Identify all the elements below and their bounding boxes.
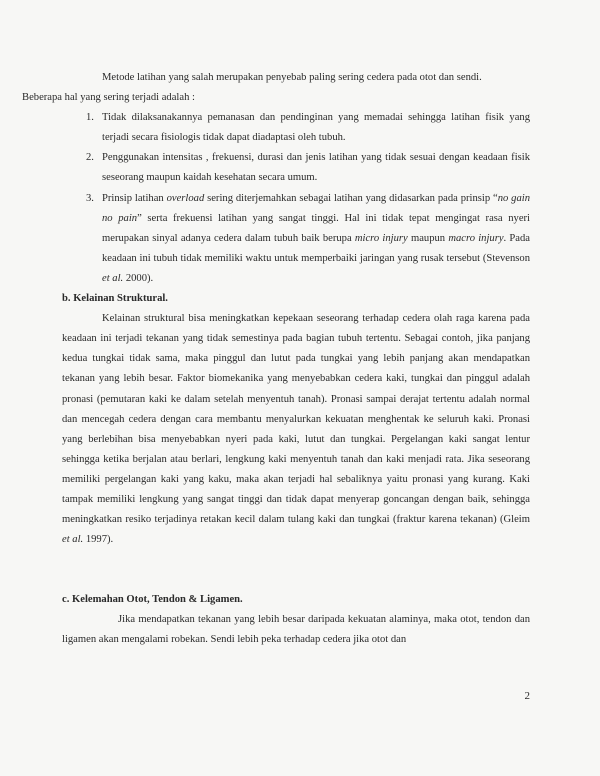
- text-run: 2000).: [123, 272, 154, 284]
- causes-list: [62, 108, 530, 289]
- section-c-paragraph: Jika mendapatkan tekanan yang lebih besar daripada kekuatan alaminya, maka otot, tendon dan ligamen akan mengalami robekan. Sendi lebih peka terhadap cedera jika otot dan: [62, 614, 530, 646]
- list-item: [86, 108, 530, 148]
- text-run: Prinsip latihan: [102, 192, 167, 204]
- list-item: [86, 148, 530, 188]
- intro-line-1: Metode latihan yang salah merupakan penyebab paling sering cedera pada otot dan sendi.: [102, 72, 482, 83]
- list-number: 2.: [86, 152, 94, 164]
- section-b-heading: b. Kelainan Struktural.: [62, 293, 168, 305]
- text-run: . Pada keadaan ini tubuh tidak memiliki waktu untuk memperbaiki jaringan yang rusak tersebut (Stevenson: [102, 232, 530, 264]
- document-body: [22, 68, 531, 651]
- text-run: maupun: [407, 232, 449, 244]
- list-number: 1.: [86, 112, 94, 124]
- italic-term: overload: [166, 192, 205, 204]
- text-run: ” serta frekuensi latihan yang sangat tinggi. Hal ini tidak tepat mengingat rasa nyeri merupakan sinyal adanya cedera dalam tubuh baik berupa: [102, 212, 531, 244]
- intro-line-2: Beberapa hal yang sering terjadi adalah :: [22, 92, 195, 104]
- intro-paragraph: [22, 68, 530, 108]
- italic-term: et al.: [62, 534, 84, 546]
- list-item-text: Tidak dilaksanakannya pemanasan dan pendinginan yang memadai sehingga latihan fisik yang terjadi secara fisiologis tidak dapat diadaptasi oleh tubuh.: [102, 112, 530, 144]
- spacer: [62, 550, 530, 590]
- page-number: 2: [524, 690, 530, 702]
- italic-term: micro injury: [354, 232, 408, 244]
- section-c-heading: c. Kelemahan Otot, Tendon & Ligamen.: [62, 594, 243, 606]
- text-run: sering diterjemahkan sebagai latihan yang didasarkan pada prinsip “: [204, 192, 498, 204]
- text-run: Kelainan struktural bisa meningkatkan kepekaan seseorang terhadap cedera olah raga karena pada keadaan ini terjadi tekanan yang tidak semestinya pada bagian tubuh tertentu. Sebagai contoh, jika panjang kedua tungkai tidak sama, maka pinggul dan lutut pada tungkai yang lebih panjang akan mendapatkan tekanan yang lebih besar. Faktor biomekanika yang menyebabkan cedera kaki, tungkai dan pinggul adalah pronasi (pemutaran kaki ke dalam setelah menyentuh tanah). Pronasi sampai derajat tertentu adalah normal dan mencegah cedera dengan cara membantu menyalurkan kekuatan menghentak ke seluruh kaki. Pronasi yang berlebihan bisa menyebabkan nyeri pada kaki, lutut dan tungkai. Pergelangan kaki sangat lentur sehingga ketika berjalan atau berlari, lengkung kaki menyentuh tanah dan kaki menjadi rata. Jika seseorang memiliki pergelangan kaki yang kaku, maka akan terjadi hal sebaliknya yaitu pronasi yang kurang. Kaki tampak memiliki lengkung yang sangat tinggi dan tidak dapat menyerap goncangan dengan baik, sehingga meningkatkan resiko terjadinya retakan kecil dalam tulang kaki dan tungkai (fraktur karena tekanan) (Gleim: [62, 313, 530, 526]
- text-run: 1997).: [83, 534, 114, 546]
- list-item: [86, 189, 531, 289]
- list-item-text: [102, 193, 530, 284]
- section-b-paragraph: [62, 309, 530, 550]
- italic-term: macro injury: [448, 232, 504, 244]
- italic-term: no gain no pain: [102, 192, 530, 224]
- italic-term: et al.: [102, 272, 124, 284]
- list-item-text: Penggunakan intensitas , frekuensi, durasi dan jenis latihan yang tidak sesuai dengan keadaan fisik seseorang maupun kaidah kesehatan secara umum.: [102, 152, 530, 184]
- list-number: 3.: [86, 192, 94, 204]
